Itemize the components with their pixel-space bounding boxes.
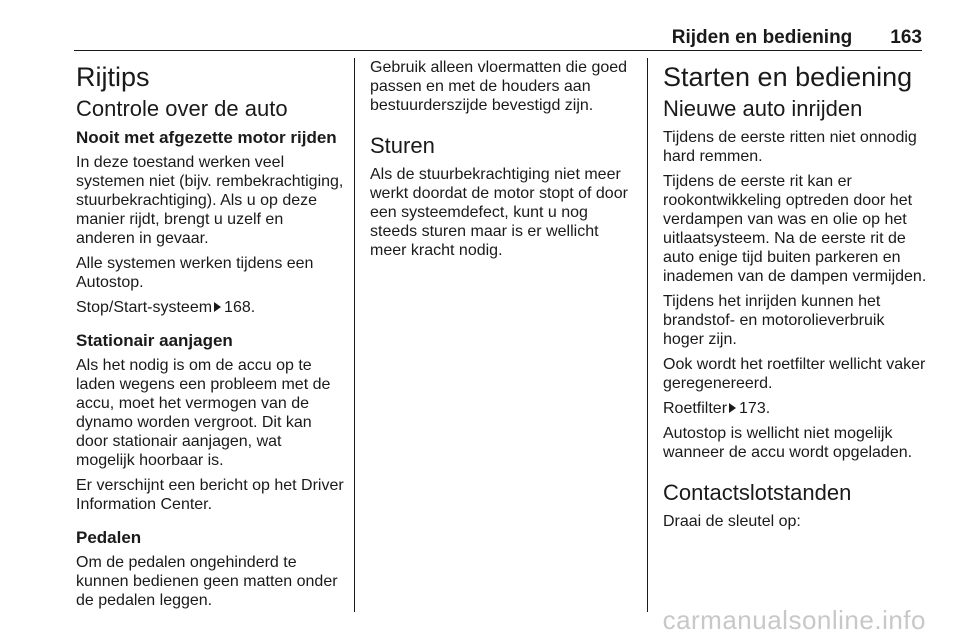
column-2 (370, 58, 636, 266)
header-rule (74, 50, 922, 51)
paragraph: Tijdens het inrijden kunnen het brandstof- en motorolieverbruik hoger zijn. (663, 293, 885, 348)
paragraph: Draai de sleutel op: (663, 513, 801, 530)
column-1 (76, 58, 344, 616)
section-title: Rijden en bediening (671, 27, 853, 48)
reference-label: Stop/Start-systeem (76, 299, 213, 316)
subheading-stationair: Stationair aanjagen (76, 331, 233, 350)
subheading-pedalen: Pedalen (76, 528, 142, 547)
paragraph: Autostop is wellicht niet mogelijk wanneer de accu wordt opgeladen. (663, 425, 913, 461)
column-divider-1 (354, 58, 355, 612)
section-heading-contactslot: Contactslotstanden (663, 480, 852, 505)
cross-reference (663, 399, 928, 418)
running-header (672, 27, 922, 49)
paragraph: Als de stuurbekrachtiging niet meer werkt doordat de motor stopt of door een systeemdefect, kunt u nog steeds sturen maar is er wellicht meer kracht nodig. (370, 166, 628, 259)
paragraph: Om de pedalen ongehinderd te kunnen bedienen geen matten onder de pedalen leggen. (76, 554, 338, 609)
chapter-title-rijtips: Rijtips (76, 62, 150, 92)
reference-label: Roetfilter (663, 400, 728, 417)
page-reference-arrow-icon (729, 403, 736, 413)
cross-reference (76, 298, 344, 317)
section-heading-inrijden: Nieuwe auto inrijden (663, 96, 863, 121)
chapter-title-starten: Starten en bediening (663, 62, 913, 92)
paragraph: In deze toestand werken veel systemen niet (bijv. rembekrachtiging, stuurbekrachtiging). Als u op deze manier rijdt, brengt u uzelf en anderen in gevaar. (76, 154, 344, 247)
paragraph: Tijdens de eerste rit kan er rookontwikkeling optreden door het verdampen van was en olie op het uitlaatsysteem. Na de eerste rit de auto enige tijd buiten parkeren en inademen van de dampen vermijden. (663, 173, 927, 285)
subheading-motor-rijden: Nooit met afgezette motor rijden (76, 128, 337, 147)
paragraph: Er verschijnt een bericht op het Driver Information Center. (76, 477, 344, 513)
section-heading-controle: Controle over de auto (76, 96, 288, 121)
section-heading-sturen: Sturen (370, 133, 435, 158)
reference-page-link[interactable]: 168. (224, 299, 256, 316)
reference-page-link[interactable]: 173. (739, 400, 771, 417)
column-3 (663, 58, 928, 537)
paragraph: Ook wordt het roetfilter wellicht vaker geregenereerd. (663, 356, 926, 392)
watermark-text: carmanualsonline.info (662, 605, 926, 635)
column-divider-2 (647, 58, 648, 612)
paragraph: Als het nodig is om de accu op te laden wegens een probleem met de accu, moet het vermogen van de dynamo worden vergroot. Dit kan door stationair aanjagen, wat mogelijk hoorbaar is. (76, 357, 331, 469)
paragraph: Alle systemen werken tijdens een Autostop. (76, 255, 314, 291)
paragraph: Tijdens de eerste ritten niet onnodig hard remmen. (663, 129, 917, 165)
page-reference-arrow-icon (214, 302, 221, 312)
page-number: 163 (890, 27, 922, 48)
paragraph: Gebruik alleen vloermatten die goed passen en met de houders aan bestuurderszijde bevestigd zijn. (370, 59, 628, 114)
